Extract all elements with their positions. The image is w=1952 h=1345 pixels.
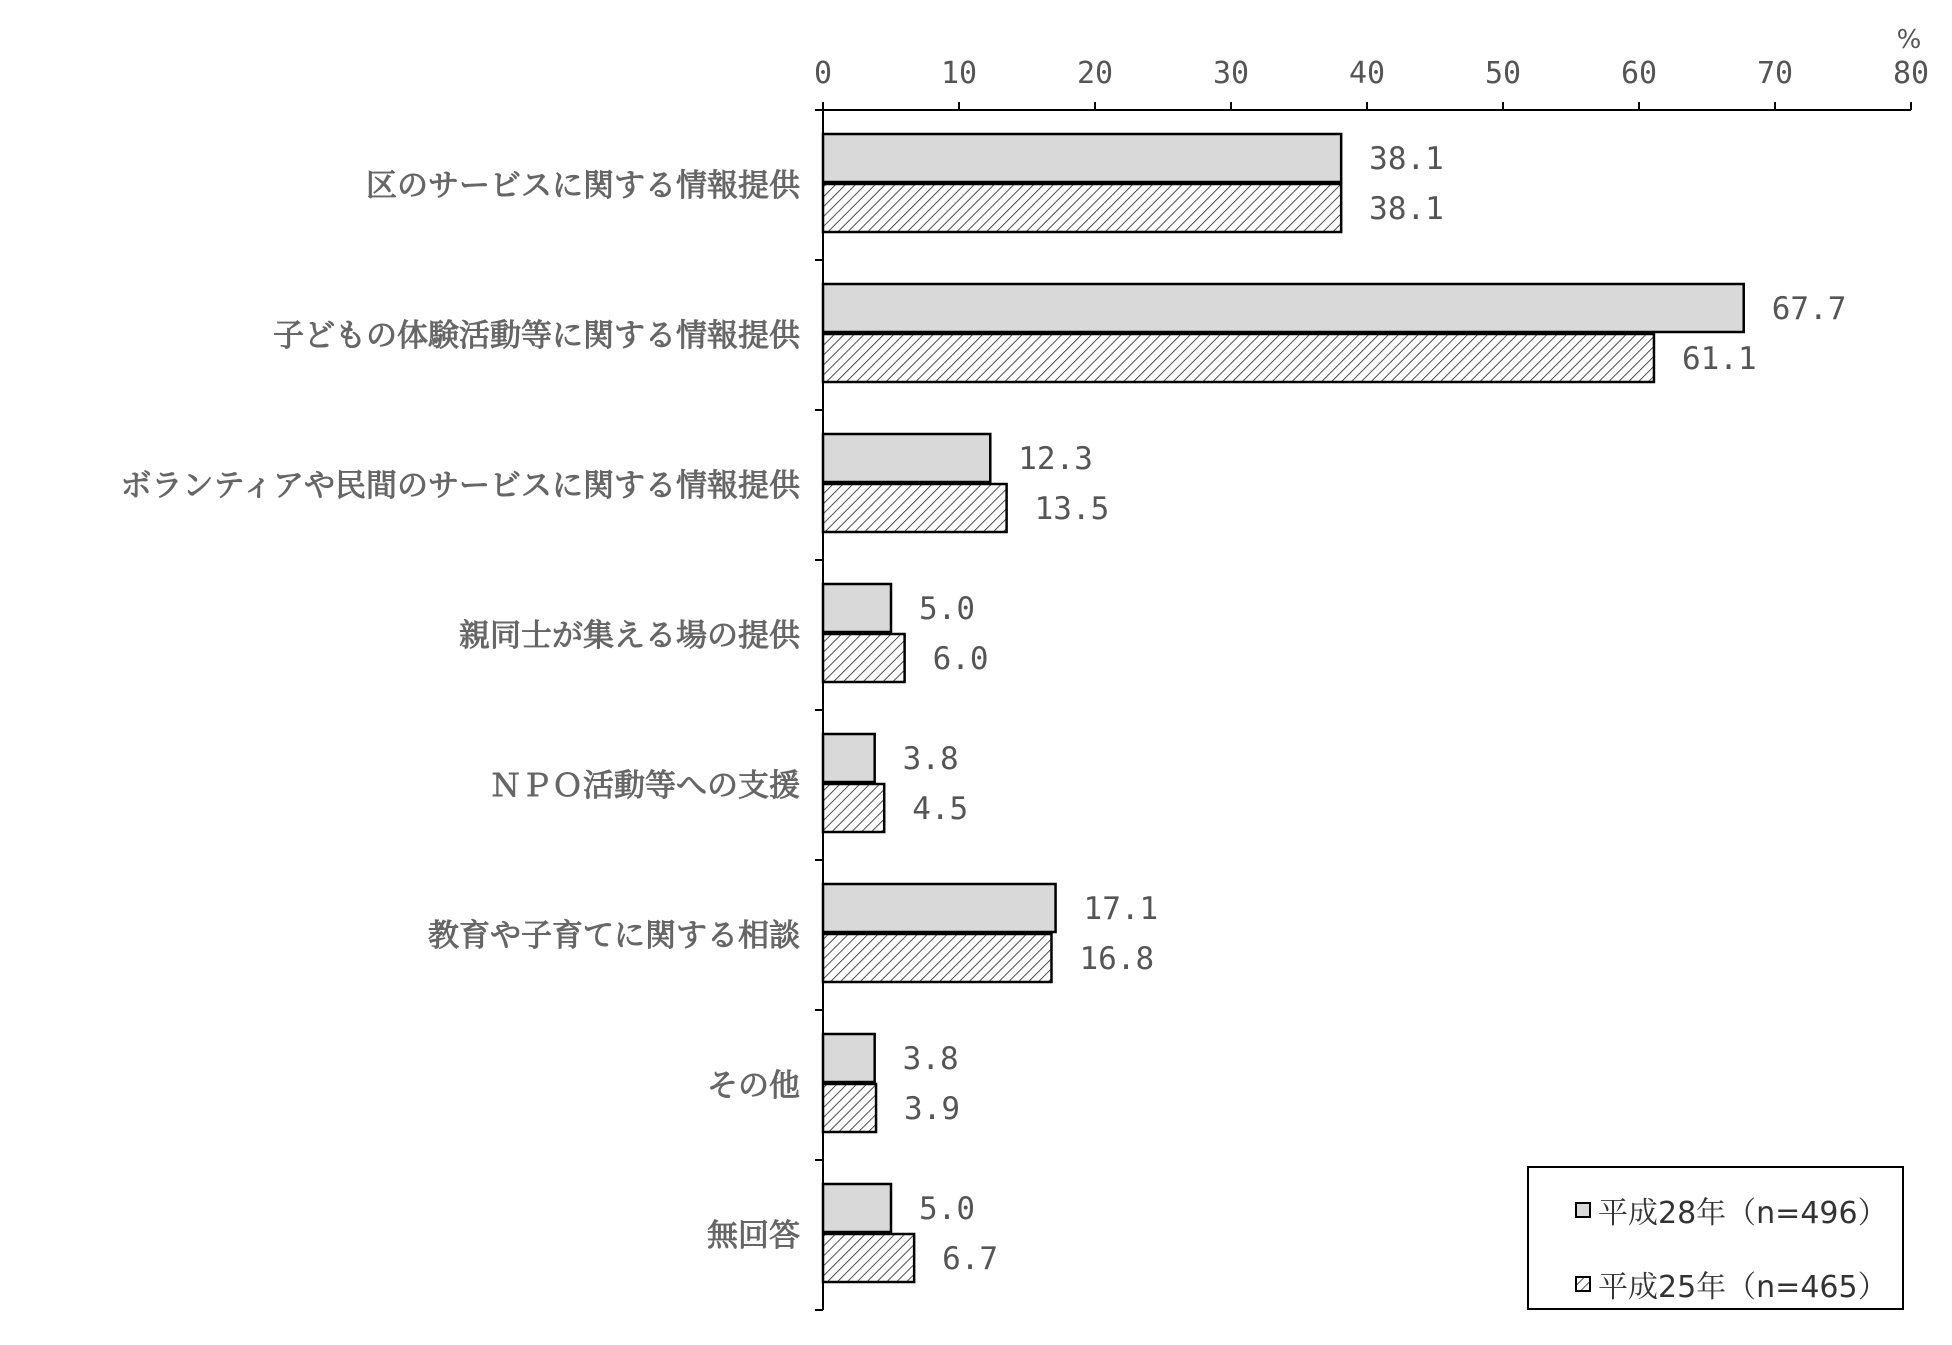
bar-h25 [823, 184, 1341, 232]
bar-h25 [823, 1084, 876, 1132]
category-label: 子どもの体験活動等に関する情報提供 [273, 318, 800, 354]
bar-h28 [823, 134, 1341, 182]
bar-h25 [823, 334, 1654, 382]
legend-entry-label: 平成25年（n=465） [1598, 1270, 1888, 1305]
x-tick-label: 40 [1348, 56, 1386, 91]
data-label: 12.3 [1018, 441, 1093, 477]
category-label: ボランティアや民間のサービスに関する情報提供 [120, 468, 800, 504]
data-label: 3.8 [902, 1041, 959, 1077]
x-tick-label: 20 [1076, 56, 1114, 91]
data-label: 5.0 [919, 591, 975, 627]
data-label: 38.1 [1369, 191, 1444, 227]
data-label: 16.8 [1079, 941, 1155, 977]
category-label: その他 [707, 1068, 800, 1104]
bar-h28 [823, 584, 891, 632]
category-label: 無回答 [707, 1218, 800, 1254]
bar-h25 [823, 934, 1051, 982]
data-label: 3.9 [904, 1091, 961, 1127]
category-label: 親同士が集える場の提供 [459, 618, 800, 654]
legend-swatch-h28 [1576, 1203, 1590, 1217]
bar-h28 [823, 1034, 875, 1082]
data-label: 4.5 [912, 791, 969, 827]
legend [1528, 1167, 1903, 1309]
x-tick-label: 80 [1892, 56, 1930, 91]
data-label: 5.0 [919, 1191, 975, 1227]
data-label: 61.1 [1681, 341, 1757, 377]
x-tick-label: 10 [940, 56, 978, 91]
bar-h25 [823, 1234, 914, 1282]
bar-h28 [823, 284, 1744, 332]
x-tick-label: 60 [1620, 56, 1658, 91]
x-tick-label: 0 [813, 56, 833, 91]
x-unit-label: % [1896, 25, 1922, 55]
category-label: ＮＰＯ活動等への支援 [490, 768, 800, 804]
legend-entry-label: 平成28年（n=496） [1598, 1196, 1888, 1231]
x-tick-label: 70 [1756, 56, 1794, 91]
data-label: 3.8 [902, 741, 959, 777]
bar-h28 [823, 434, 990, 482]
data-label: 13.5 [1034, 491, 1110, 527]
data-label: 6.0 [932, 641, 989, 677]
category-label: 区のサービスに関する情報提供 [366, 168, 800, 204]
x-tick-label: 50 [1484, 56, 1522, 91]
x-tick-label: 30 [1212, 56, 1250, 91]
bar-h28 [823, 1184, 891, 1232]
data-label: 6.7 [942, 1241, 999, 1277]
legend-swatch-h25 [1576, 1277, 1590, 1291]
data-label: 38.1 [1369, 141, 1444, 177]
bar-h28 [823, 734, 875, 782]
bar-h25 [823, 784, 884, 832]
category-label: 教育や子育てに関する相談 [428, 918, 800, 954]
bar-h28 [823, 884, 1056, 932]
data-label: 67.7 [1771, 291, 1847, 327]
bar-h25 [823, 634, 905, 682]
data-label: 17.1 [1083, 891, 1159, 927]
bar-h25 [823, 484, 1007, 532]
bars-layer [823, 134, 1744, 1282]
